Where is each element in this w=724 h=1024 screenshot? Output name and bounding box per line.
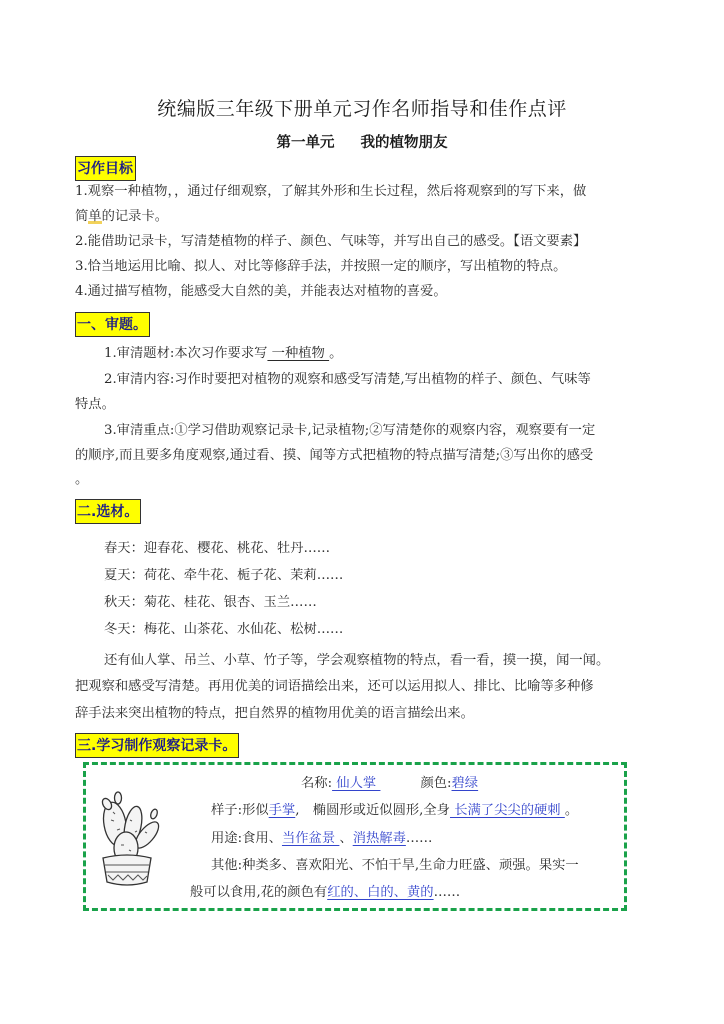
section-3-heading: 三.学习制作观察记录卡。	[75, 733, 239, 758]
goal-item-1-line-1: 1.观察一种植物，，通过仔细观察，了解其外形和生长过程，然后将观察到的写下来，做	[75, 184, 587, 199]
fill-in-blank: 一种植物	[267, 346, 330, 361]
unit-label: 第一单元	[276, 135, 335, 151]
card-use-value-1: 当作盆景	[281, 831, 340, 846]
topic-label: 我的植物朋友	[360, 135, 448, 151]
card-flower-colors-value: 红的、白的、黄的	[327, 885, 434, 900]
card-use-value-2: 消热解毒	[352, 831, 406, 846]
section-1-point-3-line-2: 的顺序,而且要多角度观察,通过看、摸、闻等方式把植物的特点描写清楚;③写出你的感受	[75, 448, 594, 463]
section-2-paragraph-line-3: 辞手法来突出植物的特点，把自然界的植物用优美的语言描绘出来。	[75, 706, 474, 721]
card-name-value: 仙人掌	[332, 776, 381, 791]
goal-item-4: 4.通过描写植物，能感受大自然的美，并能表达对植物的喜爱。	[75, 284, 447, 299]
card-other-line-1: 其他:种类多、喜欢阳光、不怕干旱,生命力旺盛、顽强。果实一	[211, 858, 579, 873]
card-shape-row: 样子:形似手掌, 椭圆形或近似圆形,全身 长满了尖尖的硬刺 。	[211, 803, 579, 818]
section-1-heading: 一、审题。	[75, 312, 150, 337]
highlight-mark: 单	[88, 209, 102, 224]
card-use-row: 用途:食用、当作盆景 、消热解毒……	[211, 831, 433, 846]
document-title: 统编版三年级下册单元习作名师指导和佳作点评	[157, 98, 567, 120]
card-shape-value-1: 手掌	[268, 803, 296, 818]
cactus-illustration-icon	[97, 790, 163, 890]
goals-heading: 习作目标	[75, 156, 136, 181]
document-subtitle	[0, 131, 724, 152]
card-other-line-2: 般可以食用,花的颜色有红的、白的、黄的……	[190, 885, 461, 900]
card-name-color-row: 名称: 仙人掌 颜色:碧绿	[301, 776, 479, 791]
goal-item-3: 3.恰当地运用比喻、拟人、对比等修辞手法，并按照一定的顺序，写出植物的特点。	[75, 259, 567, 274]
section-1-point-1: 1.审清题材:本次习作要求写 一种植物 。	[104, 346, 343, 361]
season-winter: 冬天：梅花、山茶花、水仙花、松树……	[104, 622, 344, 637]
section-1-point-2-line-1: 2.审清内容:习作时要把对植物的观察和感受写清楚,写出植物的样子、颜色、气味等	[104, 372, 591, 387]
section-1-point-3-line-1: 3.审清重点:①学习借助观察记录卡,记录植物;②写清楚你的观察内容，观察要有一定	[104, 423, 596, 438]
section-1-point-2-line-2: 特点。	[75, 397, 115, 412]
card-color-value: 碧绿	[451, 776, 479, 791]
goal-item-2: 2.能借助记录卡，写清楚植物的样子、颜色、气味等，并写出自己的感受。【语文要素】	[75, 234, 587, 249]
card-shape-value-2: 长满了尖尖的硬刺	[449, 803, 565, 818]
section-2-paragraph-line-1: 还有仙人掌、吊兰、小草、竹子等，学会观察植物的特点，看一看，摸一摸，闻一闻。	[104, 653, 610, 668]
season-spring: 春天：迎春花、樱花、桃花、牡丹……	[104, 541, 331, 556]
section-2-paragraph-line-2: 把观察和感受写清楚。再用优美的词语描绘出来，还可以运用拟人、排比、比喻等多种修	[75, 679, 594, 694]
season-summer: 夏天：荷花、牵牛花、栀子花、茉莉……	[104, 568, 344, 583]
goal-item-1-line-2: 简单的记录卡。	[75, 209, 169, 224]
section-2-heading: 二.选材。	[75, 499, 141, 524]
section-1-point-3-line-3: 。	[75, 472, 89, 487]
season-autumn: 秋天：菊花、桂花、银杏、玉兰……	[104, 595, 317, 610]
